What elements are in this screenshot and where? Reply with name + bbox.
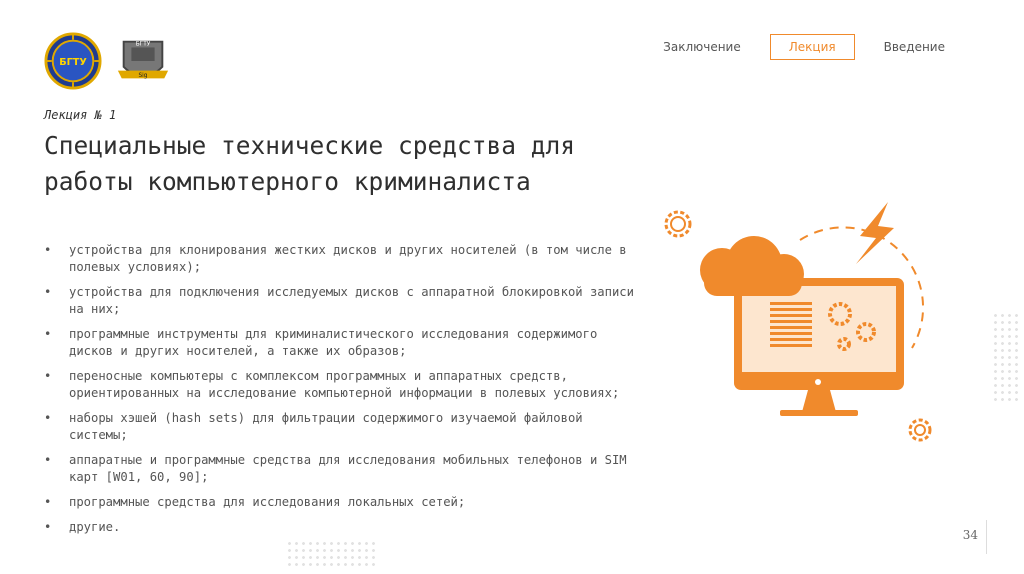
nav-conclusion[interactable]: Заключение [663,40,741,54]
gear-icon [666,212,690,236]
bullet-item: • программные инструменты для криминалистического исследования содержимого дисков и других носителей, а также их образов; [44,326,634,360]
logos [44,32,172,90]
university-logo-icon [44,32,102,90]
svg-text:БГТУ: БГТУ [59,56,87,68]
bullet-item: • наборы хэшей (hash sets) для фильтрации содержимого изучаемой файловой системы; [44,410,634,444]
bullet-item: • устройства для клонирования жестких дисков и других носителей (в том числе в полевых условиях); [44,242,634,276]
bullet-item: • переносные компьютеры с комплексом программных и аппаратных средств, ориентированных на исследование компьютерной информации в полевых условиях; [44,368,634,402]
bullet-item: • другие. [44,519,634,536]
slide-title: Специальные технические средства для работы компьютерного криминалиста [44,131,576,196]
bullet-item: • программные средства для исследования локальных сетей; [44,494,634,511]
page-number: 34 [962,528,978,542]
computer-cloud-illustration-icon [650,198,950,448]
slide-navigation [644,34,964,60]
bullet-item: • аппаратные и программные средства для исследования мобильных телефонов и SIM карт [W01, 60, 90]; [44,452,634,486]
svg-text:Sig: Sig [138,72,148,79]
bullet-list [44,242,634,544]
nav-lecture[interactable]: Лекция [770,34,855,60]
divider [986,520,987,554]
decorative-dots [992,312,1022,402]
nav-introduction[interactable]: Введение [883,40,945,54]
svg-text:БГТУ: БГТУ [135,41,151,48]
gear-icon [910,420,930,440]
university-emblem-icon [114,32,172,90]
lightning-icon [856,202,894,264]
bullet-item: • устройства для подключения исследуемых дисков с аппаратной блокировкой записи на них; [44,284,634,318]
decorative-dots [286,540,376,570]
lecture-subtitle: Лекция № 1 [44,108,117,122]
cloud-icon [700,236,804,296]
